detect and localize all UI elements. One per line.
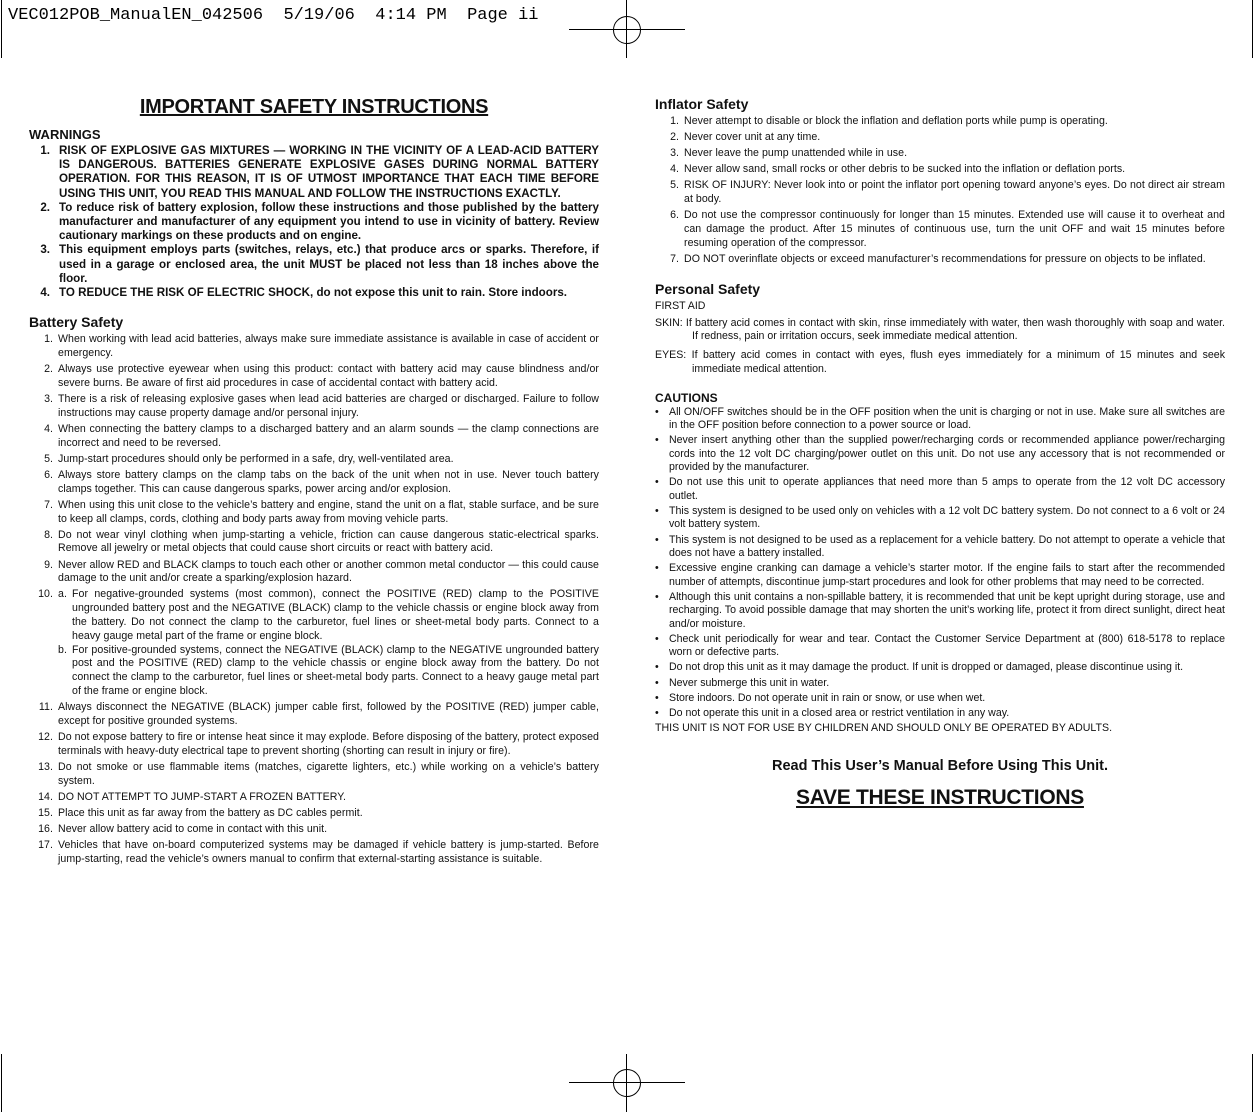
list-item: • Do not operate this unit in a closed area or restrict ventilation in any way. xyxy=(655,707,1010,720)
sub-item-a: a. For negative-grounded systems (most common), connect the POSITIVE (RED) clamp to the POSITIVE ungrounded battery post and the NEGATIVE (BLACK) clamp to the vehicle chassis or engine block away from the battery. Do not connect the clamp to the carburetor, fuel lines or sheet-metal body parts. Connect to a heavy gauge metal part of the frame or engine block. xyxy=(58,588,599,642)
crop-mark xyxy=(1,1054,2,1112)
cautions-heading: CAUTIONS xyxy=(655,390,718,405)
right-column xyxy=(655,96,1225,810)
list-item: 1. RISK OF EXPLOSIVE GAS MIXTURES — WORKING IN THE VICINITY OF A LEAD-ACID BATTERY IS DANGEROUS. BATTERIES GENERATE EXPLOSIVE GASES DURING NORMAL BATTERY OPERATION. FOR THIS REASON, IT IS OF UTMOST IMPORTANCE THAT EACH TIME BEFORE USING THIS UNIT, YOU READ THIS MANUAL AND FOLLOW THE INSTRUCTIONS EXACTLY. xyxy=(40,144,599,200)
list-item: • Never submerge this unit in water. xyxy=(655,676,830,689)
list-item: 14. DO NOT ATTEMPT TO JUMP-START A FROZEN BATTERY. xyxy=(38,790,346,803)
inflator-safety-list xyxy=(655,115,1225,267)
battery-safety-list xyxy=(29,333,599,866)
list-item: • Store indoors. Do not operate unit in rain or snow, or use when wet. xyxy=(655,691,986,704)
list-item: 1. When working with lead acid batteries, always make sure immediate assistance is available in case of accident or emergency. xyxy=(44,333,599,360)
list-item: 1. Never attempt to disable or block the inflation and deflation ports while pump is operating. xyxy=(670,115,1108,127)
list-item: • Do not drop this unit as it may damage the product. If unit is dropped or damaged, please discontinue using it. xyxy=(655,661,1184,674)
children-note: THIS UNIT IS NOT FOR USE BY CHILDREN AND SHOULD ONLY BE OPERATED BY ADULTS. xyxy=(655,722,1113,735)
inflator-safety-heading: Inflator Safety xyxy=(655,96,749,112)
list-item: • Do not use this unit to operate appliances that need more than 5 amps to operate from the 12 volt DC accessory outlet. xyxy=(655,476,1225,502)
battery-safety-heading: Battery Safety xyxy=(29,314,124,331)
list-item: • Excessive engine cranking can damage a vehicle’s starter motor. If the engine fails to start after the recommended number of attempts, discontinue jump-start procedures and look for other problems that may need to be corrected. xyxy=(655,562,1225,588)
list-item: 11. Always disconnect the NEGATIVE (BLACK) jumper cable first, followed by the POSITIVE (RED) jumper cable, except for positive grounded systems. xyxy=(38,701,599,727)
first-aid-label: FIRST AID xyxy=(655,299,706,312)
list-item: 6. Always store battery clamps on the clamp tabs on the back of the unit when not in use. Never touch battery clamps together. This can cause dangerous sparks, power arcing and/or explosion. xyxy=(44,468,599,495)
list-item: 10. a. For negative-grounded systems (most common), connect the POSITIVE (RED) clamp to the POSITIVE ungrounded battery post and the NEGATIVE (BLACK) clamp to the vehicle chassis or engine block away from the battery. Do not connect the clamp to the carburetor, fuel lines or sheet-metal body parts. Connect to a heavy gauge metal part of the frame or engine block. b. For positive-grounded systems, connect the NEGATIVE (BLACK) clamp to the NEGATIVE ungrounded battery post and the POSITIVE (RED) clamp to the vehicle chassis or engine block away from the battery. Do not connect the clamp to the carburetor, fuel lines or sheet-metal body parts. Connect to a heavy gauge metal part of the frame or engine block. xyxy=(38,588,599,698)
list-item: 5. RISK OF INJURY: Never look into or point the inflator port opening toward anyone’s eyes. Do not direct air stream at body. xyxy=(670,179,1225,206)
list-item: • Never insert anything other than the supplied power/recharging cords or recommended appliance power/recharging cords into the 12 volt DC charging/power outlet on this unit. Do not use any accessory that is not recommended or provided by the manufacturer. xyxy=(655,434,1225,474)
list-item: 8. Do not wear vinyl clothing when jump-starting a vehicle, friction can cause dangerous static-electrical sparks. Remove all jewelry or metal objects that could cause short circuits or react with battery acid. xyxy=(44,528,599,555)
list-item: 9. Never allow RED and BLACK clamps to touch each other or another common metal conductor — this could cause damage to the unit and/or create a sparking/explosion hazard. xyxy=(44,558,599,585)
list-item: 3. Never leave the pump unattended while in use. xyxy=(670,147,908,160)
list-item: • All ON/OFF switches should be in the OFF position when the unit is charging or not in use. Make sure all switches are in the OFF position before connection to a power source or load. xyxy=(655,405,1225,432)
crop-mark xyxy=(1252,1054,1253,1112)
warnings-list xyxy=(29,144,599,300)
save-instructions-title: SAVE THESE INSTRUCTIONS xyxy=(796,786,1084,810)
list-item: 5. Jump-start procedures should only be performed in a safe, dry, well-ventilated area. xyxy=(44,452,454,465)
printer-slug: VEC012POB_ManualEN_042506 5/19/06 4:14 PM Page ii xyxy=(8,6,539,25)
registration-mark-icon xyxy=(613,1069,641,1097)
list-item: 7. When using this unit close to the vehicle’s battery and engine, stand the unit on a flat, stable surface, and be sure to keep all clamps, cords, clothing and body parts away from moving vehicle parts. xyxy=(44,498,599,525)
list-item: 3. There is a risk of releasing explosive gases when lead acid batteries are charged or discharged. Failure to follow instructions may cause property damage and/or personal injury. xyxy=(44,393,599,419)
list-item: 2. Never cover unit at any time. xyxy=(670,131,821,144)
list-item: 4. When connecting the battery clamps to a discharged battery and an alarm sounds — the clamp connections are incorrect and need to be reversed. xyxy=(44,422,599,449)
page-title: IMPORTANT SAFETY INSTRUCTIONS xyxy=(139,96,489,118)
list-item: • Check unit periodically for wear and tear. Contact the Customer Service Department at (800) 618-5178 to replace worn or defective parts. xyxy=(655,632,1225,659)
list-item: 17. Vehicles that have on-board computerized systems may be damaged if vehicle battery is jump-started. Before jump-starting, read the vehicle’s owners manual to confirm that external-starting assistance is suitable. xyxy=(38,839,599,865)
skin-paragraph: SKIN: If battery acid comes in contact with skin, rinse immediately with water, then wash thoroughly with soap and water. If redness, pain or irritation occurs, seek immediate medical attention. xyxy=(655,316,1225,343)
warnings-heading: WARNINGS xyxy=(29,127,101,142)
list-item: • This system is not designed to be used as a replacement for a vehicle battery. Do not attempt to operate a vehicle that does not have a battery installed. xyxy=(655,533,1225,559)
list-item: 15. Place this unit as far away from the battery as DC cables permit. xyxy=(38,806,363,819)
list-item: 2. Always use protective eyewear when using this product: contact with battery acid may cause blindness and/or severe burns. Be aware of first aid procedures in case of accidental contact with battery acid. xyxy=(44,363,599,389)
left-column xyxy=(29,96,599,869)
list-item: 2. To reduce risk of battery explosion, follow these instructions and those published by the battery manufacturer and manufacturer of any equipment you intend to use in vicinity of battery. Review cautionary markings on these products and on engine. xyxy=(40,200,599,243)
list-item: • Although this unit contains a non-spillable battery, it is recommended that unit be kept upright during storage, use and recharging. To avoid possible damage that may shorten the unit’s working life, protect it from direct sunlight, direct heat and/or moisture. xyxy=(655,590,1225,630)
list-item: 4. Never allow sand, small rocks or other debris to be sucked into the inflation or deflation ports. xyxy=(670,163,1126,176)
list-item: 7. DO NOT overinflate objects or exceed manufacturer’s recommendations for pressure on objects to be inflated. xyxy=(670,252,1206,265)
sub-item-b: b. For positive-grounded systems, connect the NEGATIVE (BLACK) clamp to the NEGATIVE ungrounded battery post and the POSITIVE (RED) clamp to the vehicle chassis or engine block away from the battery. Do not connect the clamp to the carburetor, fuel lines or sheet-metal body parts. Connect to a heavy gauge metal part of the frame or engine block. xyxy=(58,643,599,698)
eyes-paragraph: EYES: If battery acid comes in contact with eyes, flush eyes immediately for a minimum of 15 minutes and seek immediate medical attention. xyxy=(655,349,1225,375)
read-manual-note: Read This User’s Manual Before Using This Unit. xyxy=(772,758,1108,775)
list-item: • This system is designed to be used only on vehicles with a 12 volt DC battery system. Do not connect to a 6 volt or 24 volt battery system. xyxy=(655,504,1225,531)
list-item: 4. TO REDUCE THE RISK OF ELECTRIC SHOCK, do not expose this unit to rain. Store indoors. xyxy=(40,286,568,300)
crop-mark xyxy=(1252,0,1253,58)
list-item: 16. Never allow battery acid to come in contact with this unit. xyxy=(38,822,328,835)
list-item: 13. Do not smoke or use flammable items (matches, cigarette lighters, etc.) while working on a vehicle’s battery system. xyxy=(38,760,599,787)
list-item: 3. This equipment employs parts (switches, relays, etc.) that produce arcs or sparks. Therefore, if used in a garage or enclosed area, the unit MUST be placed not less than 18 inches above the floor. xyxy=(40,243,599,285)
registration-mark-icon xyxy=(613,16,641,44)
cautions-list xyxy=(655,406,1225,721)
crop-mark xyxy=(1,0,2,58)
list-item: 6. Do not use the compressor continuously for longer than 15 minutes. Extended use will cause it to overheat and can damage the product. After 15 minutes of continuous use, turn the unit OFF and wait 15 minutes before resuming operation of the compressor. xyxy=(670,209,1225,249)
personal-safety-heading: Personal Safety xyxy=(655,280,761,297)
list-item: 12. Do not expose battery to fire or intense heat since it may explode. Before disposing of the battery, protect exposed terminals with heavy-duty electrical tape to prevent shorting (shorting can result in injury or fire). xyxy=(38,731,599,757)
